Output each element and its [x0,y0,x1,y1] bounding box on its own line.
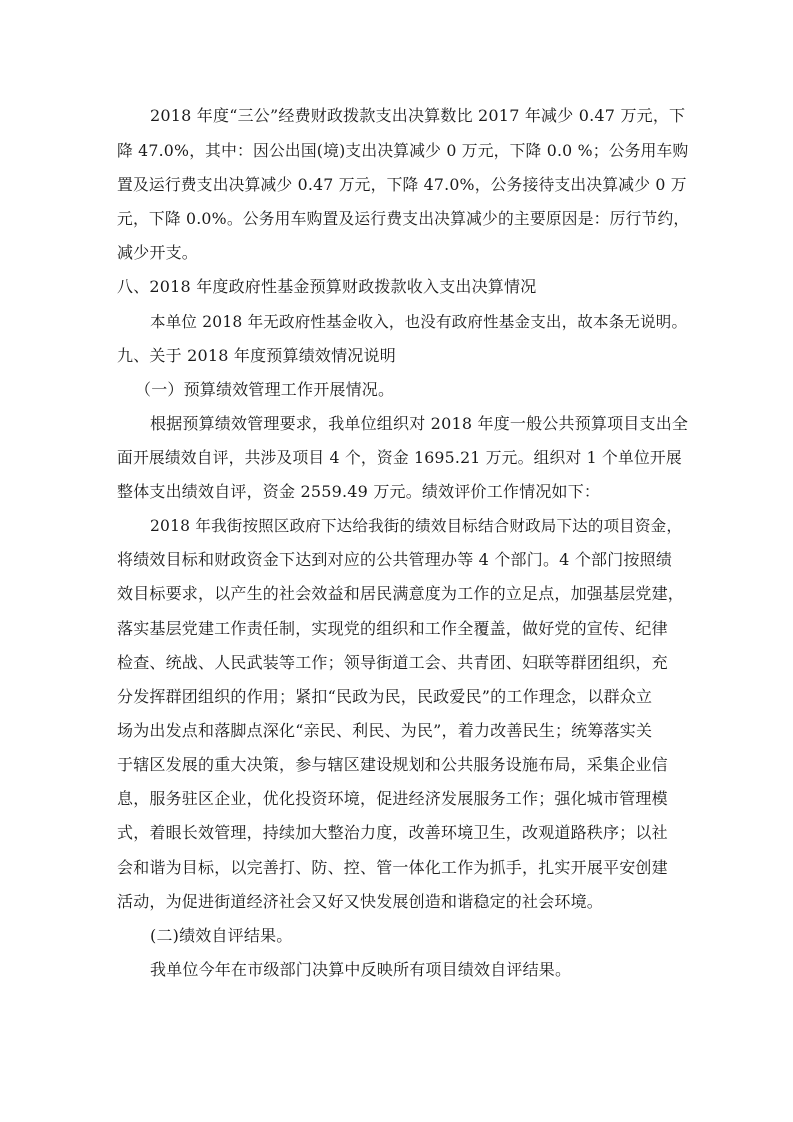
para3-line-3: 效目标要求，以产生的社会效益和居民满意度为工作的立足点，加强基层党建， [117,584,685,603]
para-fund: 本单位 2018 年无政府性基金收入，也没有政府性基金支出，故本条无说明。 [150,313,688,331]
para1-line-4: 元，下降 0.0%。公务用车购置及运行费支出决算减少的主要原因是：厉行节约， [117,209,690,228]
para1-line-2: 降 47.0%，其中：因公出国(境)支出决算减少 0 万元，下降 0.0 %；公务用车购 [117,141,689,160]
para3-line-7: 场为出发点和落脚点深化“亲民、利民、为民”，着力改善民生；统筹落实关 [117,721,653,740]
heading-section-8: 八、2018 年度政府性基金预算财政拨款收入支出决算情况 [117,277,537,296]
para3-line-1: 2018 年我街按照区政府下达给我街的绩效目标结合财政局下达的项目资金， [150,517,683,535]
para3-line-8: 于辖区发展的重大决策，参与辖区建设规划和公共服务设施布局，采集企业信 [117,755,668,774]
subheading-2: (二)绩效自评结果。 [150,926,293,945]
para2-line-1: 根据预算绩效管理要求，我单位组织对 2018 年度一般公共预算项目支出全 [150,414,689,433]
para3-line-4: 落实基层党建工作责任制，实现党的组织和工作全覆盖，做好党的宣传、纪律 [117,619,668,638]
para1-line-5: 减少开支。 [117,243,199,262]
para2-line-3: 整体支出绩效自评，资金 2559.49 万元。绩效评价工作情况如下： [117,482,601,501]
para2-line-2: 面开展绩效自评，共涉及项目 4 个，资金 1695.21 万元。组织对 1 个单位开展 [117,448,682,467]
para3-line-2: 将绩效目标和财政资金下达到对应的公共管理办等 4 个部门。4 个部门按照绩 [117,550,673,569]
para1-line-3: 置及运行费支出决算减少 0.47 万元，下降 47.0%，公务接待支出决算减少 0 万 [117,175,687,194]
para3-line-5: 检查、统战、人民武装等工作；领导街道工会、共青团、妇联等群团组织，充 [117,653,668,672]
para3-line-6: 分发挥群团组织的作用；紧扣“民政为民，民政爱民”的工作理念，以群众立 [117,687,653,706]
para1-line-1: 2018 年度“三公”经费财政拨款支出决算数比 2017 年减少 0.47 万元，下 [150,106,686,125]
para3-line-10: 式，着眼长效管理，持续加大整治力度，改善环境卫生，改观道路秩序；以社 [117,823,668,842]
heading-section-9: 九、关于 2018 年度预算绩效情况说明 [117,346,396,365]
para3-line-12: 活动，为促进街道经济社会又好又快发展创造和谐稳定的社会环境。 [117,892,604,911]
subheading-1: （一）预算绩效管理工作开展情况。 [135,380,395,399]
para3-line-11: 会和谐为目标，以完善打、防、控、管一体化工作为抓手，扎实开展平安创建 [117,858,668,877]
para3-line-9: 息，服务驻区企业，优化投资环境，促进经济发展服务工作；强化城市管理模 [117,789,668,808]
para4: 我单位今年在市级部门决算中反映所有项目绩效自评结果。 [150,960,572,979]
